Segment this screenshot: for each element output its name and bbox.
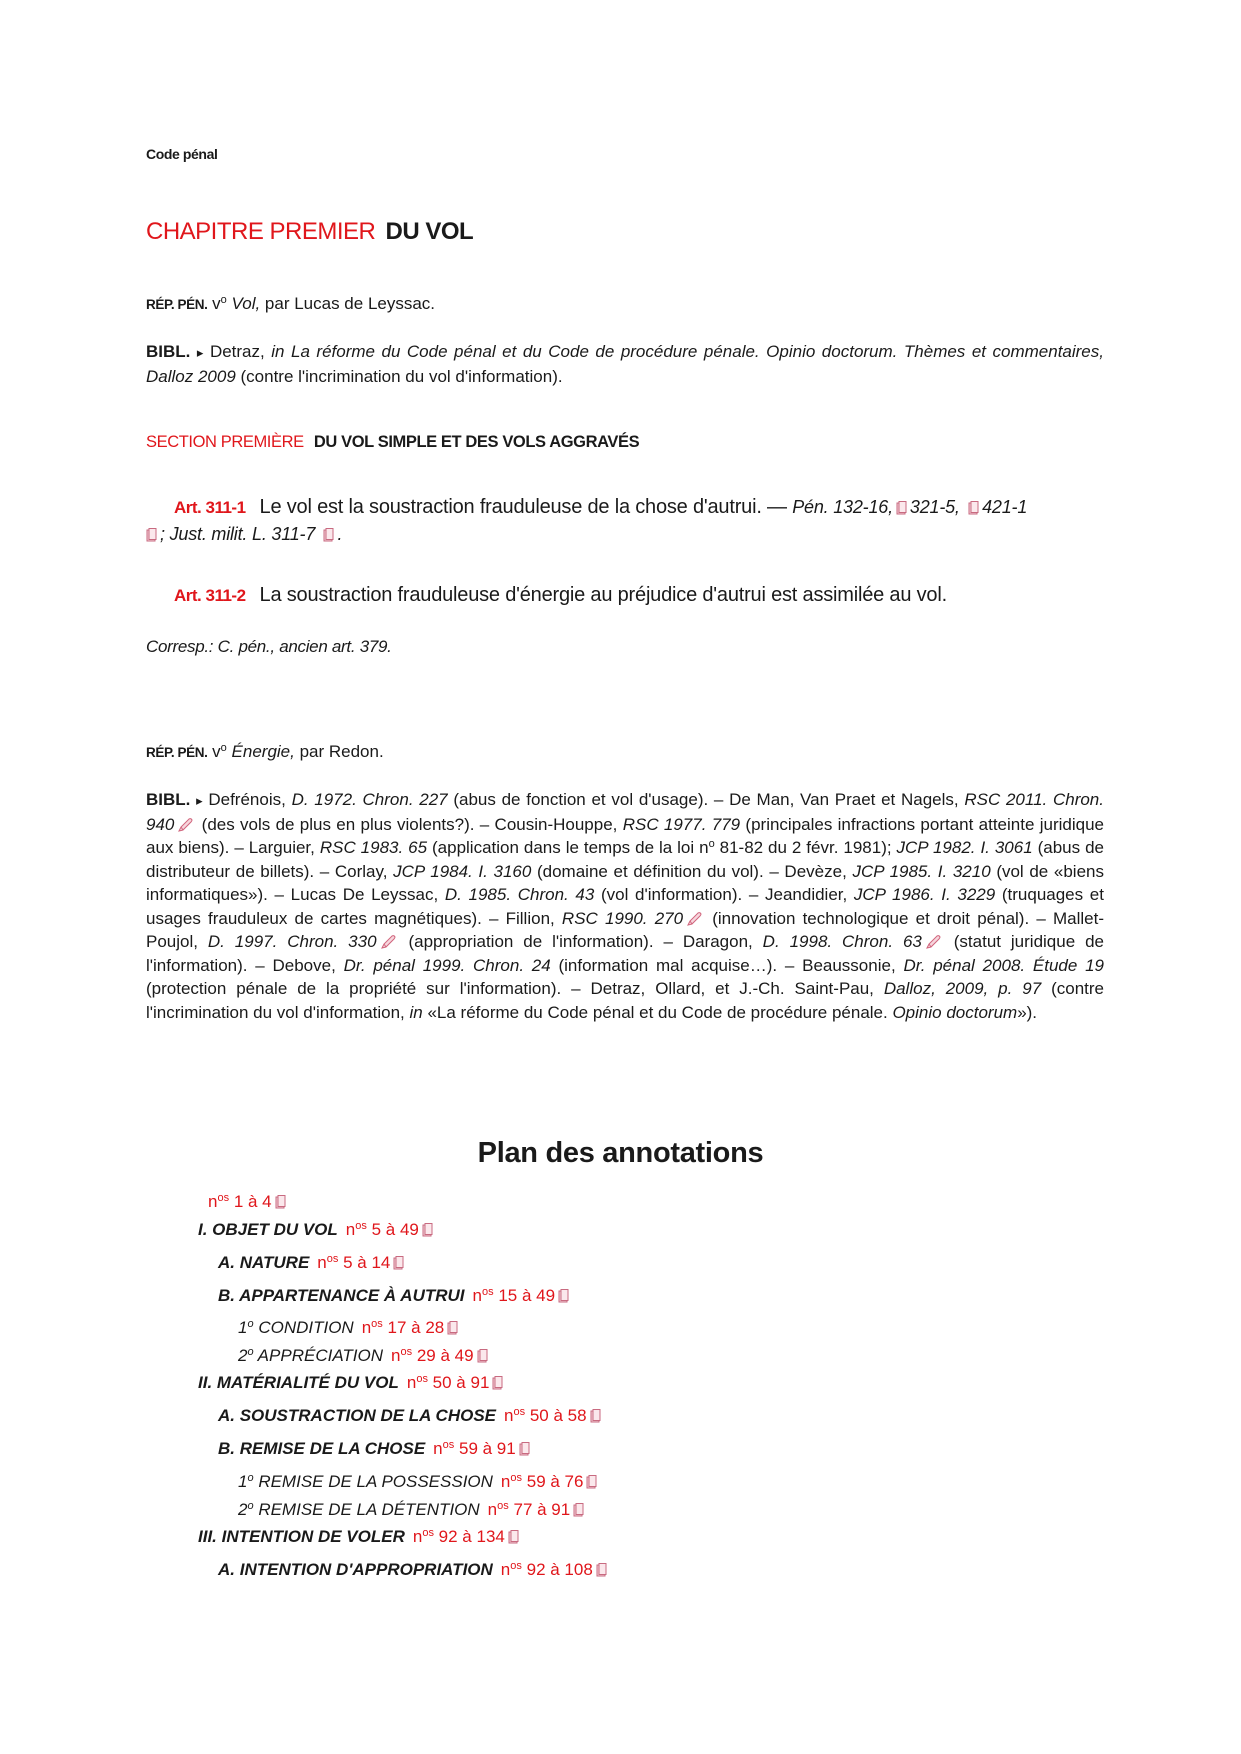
document-link-icon[interactable] bbox=[558, 1289, 569, 1303]
range-text: 5 à 49 bbox=[366, 1220, 419, 1239]
plan-item-range[interactable] bbox=[362, 1318, 445, 1337]
citation-text: (protection pénale de la propriété sur l'information). – Detraz, Ollard, et J.-Ch. Saint-Pau, bbox=[146, 979, 884, 998]
rep-pen-reference-2 bbox=[146, 740, 1104, 765]
numero-prefix: n bbox=[500, 1472, 511, 1491]
numero-prefix: n bbox=[472, 1286, 482, 1305]
bibl-label: BIBL. bbox=[146, 790, 191, 809]
article-number: Art. 311-2 bbox=[174, 586, 246, 605]
document-link-icon[interactable] bbox=[477, 1349, 488, 1363]
plan-item-range[interactable] bbox=[346, 1220, 419, 1239]
citation-source[interactable]: RSC 1977. 779 bbox=[622, 814, 741, 834]
numero-sup: os bbox=[442, 1439, 455, 1451]
plan-item-range[interactable] bbox=[413, 1527, 505, 1546]
plan-item-label bbox=[218, 1253, 309, 1272]
plan-item-range[interactable] bbox=[501, 1560, 593, 1579]
plan-item[interactable] bbox=[238, 1346, 491, 1366]
document-link-icon[interactable] bbox=[393, 1256, 404, 1270]
numero-prefix: n bbox=[361, 1318, 372, 1337]
citation-source[interactable]: D. 1985. Chron. 43 bbox=[444, 885, 595, 904]
document-link-icon[interactable] bbox=[590, 1409, 601, 1423]
citation-source[interactable]: JCP 1984. I. 3160 bbox=[393, 861, 532, 881]
citation-source[interactable]: JCP 1986. I. 3229 bbox=[853, 885, 996, 904]
article-text: La soustraction frauduleuse d'énergie au préjudice d'autrui est assimilée au vol. bbox=[259, 584, 947, 606]
numero-sup: os bbox=[510, 1472, 523, 1484]
plan-item-label-text: B. APPARTENANCE À AUTRUI bbox=[218, 1286, 465, 1305]
citation-text: (application dans le temps de la loi n bbox=[427, 838, 709, 857]
citation-source[interactable]: RSC 1990. 270 bbox=[561, 908, 684, 928]
plan-item[interactable] bbox=[198, 1220, 436, 1240]
numero-prefix: n bbox=[406, 1373, 417, 1392]
plan-item-range[interactable] bbox=[317, 1253, 390, 1272]
ordinal-sup: o bbox=[708, 838, 715, 850]
plan-item[interactable] bbox=[218, 1286, 572, 1306]
range-text: 50 à 58 bbox=[525, 1406, 587, 1425]
citation-text: «La réforme du Code pénal et du Code de procédure pénale. bbox=[422, 1002, 893, 1022]
plan-title: Plan des annotations bbox=[477, 1137, 764, 1169]
numero-sup: os bbox=[416, 1373, 428, 1385]
chapter-heading bbox=[146, 218, 473, 246]
plan-item-label-text: 2 bbox=[238, 1500, 248, 1519]
document-link-icon[interactable] bbox=[519, 1442, 530, 1456]
pen-note-icon[interactable] bbox=[380, 935, 396, 949]
rep-pen-label: RÉP. PÉN. bbox=[146, 297, 208, 312]
pen-note-icon[interactable] bbox=[686, 912, 702, 926]
bibl-note: (contre l'incrimination du vol d'information). bbox=[235, 366, 563, 386]
citation-source[interactable]: JCP 1982. I. 3061 bbox=[896, 838, 1033, 857]
plan-item[interactable] bbox=[238, 1472, 600, 1492]
numero-sup: os bbox=[497, 1500, 509, 1512]
range-text: 59 à 76 bbox=[522, 1472, 584, 1491]
plan-item-label-text: II. MATÉRIALITÉ DU VOL bbox=[198, 1373, 399, 1392]
numero-prefix: n bbox=[412, 1527, 423, 1546]
correspondence-note: Corresp.: C. pén., ancien art. 379. bbox=[146, 637, 392, 656]
plan-item-label-text: 2 bbox=[238, 1346, 248, 1365]
citation-text: Defrénois, bbox=[202, 790, 292, 809]
citation-source[interactable]: RSC 1983. 65 bbox=[319, 838, 428, 857]
plan-item[interactable] bbox=[218, 1253, 407, 1273]
section-label: SECTION PREMIÈRE bbox=[146, 433, 304, 451]
article-number: Art. 311-1 bbox=[174, 498, 246, 517]
plan-item-label-text: 1 bbox=[238, 1472, 248, 1491]
citation-source[interactable]: D. 1997. Chron. 330 bbox=[207, 932, 377, 951]
plan-item-label-text: 1 bbox=[238, 1318, 248, 1337]
verbo: v bbox=[212, 294, 221, 313]
range-text: 92 à 108 bbox=[521, 1560, 593, 1579]
numero-prefix: n bbox=[317, 1253, 327, 1272]
plan-item-label bbox=[218, 1286, 465, 1305]
plan-item-label-text: III. INTENTION DE VOLER bbox=[198, 1527, 405, 1546]
document-link-icon[interactable] bbox=[422, 1223, 433, 1237]
document-link-icon[interactable] bbox=[596, 1563, 607, 1577]
plan-item-range[interactable] bbox=[473, 1286, 556, 1305]
plan-item[interactable] bbox=[198, 1527, 522, 1547]
ordinal-sup: o bbox=[247, 1472, 254, 1484]
plan-item[interactable] bbox=[238, 1500, 587, 1520]
citation-text: (des vols de plus en plus violents?). – Cousin-Houppe, bbox=[196, 814, 623, 834]
plan-item-label bbox=[238, 1318, 354, 1337]
citation-text: (information mal acquise…). – Beaussonie, bbox=[550, 955, 904, 975]
verbo: v bbox=[212, 742, 221, 761]
numero-sup: os bbox=[422, 1527, 434, 1539]
document-link-icon[interactable] bbox=[492, 1376, 503, 1390]
document-link-icon[interactable] bbox=[447, 1321, 458, 1335]
plan-item-label-rest: REMISE DE LA DÉTENTION bbox=[253, 1500, 480, 1519]
bibliography-1 bbox=[146, 340, 1104, 388]
citation-source[interactable]: in bbox=[409, 1002, 423, 1022]
article-ref[interactable]: 321-5, bbox=[909, 497, 960, 517]
citation-source[interactable]: Dalloz, 2009, p. 97 bbox=[883, 979, 1042, 998]
citation-source[interactable]: RSC 2011. Chron. 940 bbox=[146, 790, 1104, 834]
ordinal-sup: o bbox=[247, 1318, 254, 1330]
pen-note-icon[interactable] bbox=[177, 818, 193, 832]
numero-sup: os bbox=[481, 1286, 494, 1298]
rep-pen-author: par Redon. bbox=[294, 742, 384, 761]
citation-text: 81-82 du 2 févr. 1981); bbox=[714, 838, 897, 857]
document-link-icon[interactable] bbox=[896, 501, 907, 515]
verbo-sup: o bbox=[220, 742, 227, 754]
citation-source[interactable]: D. 1998. Chron. 63 bbox=[762, 932, 922, 951]
plan-item-range[interactable] bbox=[391, 1346, 474, 1365]
article-ref-end: . bbox=[337, 524, 343, 544]
plan-item-label-rest: APPRÉCIATION bbox=[253, 1346, 384, 1365]
plan-item-range[interactable] bbox=[407, 1373, 490, 1392]
numero-prefix: n bbox=[500, 1560, 511, 1579]
verbo-sup: o bbox=[220, 294, 227, 306]
bibl-entries bbox=[146, 790, 1104, 1022]
citation-text: (appropriation de l'information). – Daragon, bbox=[398, 932, 763, 951]
plan-item-label-text: A. SOUSTRACTION DE LA CHOSE bbox=[218, 1406, 496, 1425]
numero-prefix: n bbox=[391, 1346, 401, 1365]
numero-prefix: n bbox=[433, 1439, 443, 1458]
citation-source[interactable]: JCP 1985. I. 3210 bbox=[852, 861, 991, 881]
numero-sup: os bbox=[513, 1406, 526, 1418]
plan-item-label-text: A. NATURE bbox=[218, 1253, 310, 1272]
rep-pen-entry: Vol, bbox=[231, 294, 261, 313]
rep-pen-entry: Énergie, bbox=[231, 742, 295, 761]
section-heading bbox=[146, 433, 639, 452]
citation-source[interactable]: D. 1972. Chron. 227 bbox=[291, 790, 448, 809]
citation-source[interactable]: Opinio doctorum bbox=[892, 1002, 1018, 1022]
article-ref[interactable]: ; Just. milit. L. 311-7 bbox=[160, 524, 316, 544]
plan-item-label-rest: CONDITION bbox=[253, 1318, 354, 1337]
plan-item-range[interactable] bbox=[501, 1472, 584, 1491]
triangle-right-icon: ▸ bbox=[196, 345, 204, 360]
rep-pen-label: RÉP. PÉN. bbox=[146, 745, 208, 760]
plan-item-label bbox=[198, 1220, 338, 1239]
numero-sup: os bbox=[217, 1192, 230, 1204]
article-ref[interactable]: Pén. 132-16, bbox=[792, 497, 893, 517]
numero-prefix: n bbox=[487, 1500, 498, 1519]
numero-sup: os bbox=[326, 1253, 339, 1265]
plan-item[interactable] bbox=[198, 1373, 506, 1393]
citation-text: »). bbox=[1017, 1002, 1038, 1022]
rep-pen-reference-1 bbox=[146, 292, 1104, 317]
article-311-2 bbox=[146, 583, 1104, 608]
range-text: 5 à 14 bbox=[338, 1253, 391, 1272]
citation-text: (abus de fonction et vol d'usage). – De Man, Van Praet et Nagels, bbox=[447, 790, 965, 809]
plan-item-label bbox=[238, 1346, 383, 1365]
numero-sup: os bbox=[355, 1220, 367, 1232]
plan-item-range[interactable] bbox=[433, 1439, 516, 1458]
citation-text: (vol de «biens informatiques»). – Lucas De Leyssac, bbox=[146, 861, 1104, 904]
article-ref[interactable]: 421-1 bbox=[982, 497, 1028, 517]
plan-item-label bbox=[198, 1373, 399, 1392]
plan-item-label bbox=[238, 1472, 493, 1491]
ordinal-sup: o bbox=[247, 1346, 254, 1358]
bibl-work[interactable]: in La réforme du Code pénal et du Code de procédure pénale. Opinio doctorum. Thèmes et commentaires, Dalloz 2009 bbox=[146, 342, 1104, 386]
plan-item-label bbox=[198, 1527, 405, 1546]
numero-prefix: n bbox=[345, 1220, 356, 1239]
pen-note-icon[interactable] bbox=[925, 935, 941, 949]
plan-item-label-text: B. REMISE DE LA CHOSE bbox=[218, 1439, 426, 1458]
citation-source[interactable]: Dr. pénal 2008. Étude 19 bbox=[903, 955, 1104, 975]
plan-item-label-rest: REMISE DE LA POSSESSION bbox=[253, 1472, 493, 1491]
article-311-1 bbox=[146, 494, 1104, 547]
range-text: 59 à 91 bbox=[454, 1439, 516, 1458]
plan-item[interactable] bbox=[218, 1560, 610, 1580]
range-text: 77 à 91 bbox=[508, 1500, 571, 1519]
citation-text: (innovation technologique et droit pénal). – Mallet-Poujol, bbox=[146, 908, 1104, 951]
numero-sup: os bbox=[371, 1318, 383, 1330]
ordinal-sup: o bbox=[247, 1500, 254, 1512]
plan-item-label bbox=[238, 1500, 480, 1519]
numero-prefix: n bbox=[208, 1192, 218, 1211]
plan-item-range[interactable] bbox=[504, 1406, 587, 1425]
plan-item-label bbox=[218, 1560, 493, 1579]
running-head: Code pénal bbox=[146, 146, 218, 162]
numero-sup: os bbox=[510, 1560, 522, 1572]
citation-text: (abus de distributeur de billets). – Corlay, bbox=[146, 838, 1104, 881]
plan-item-range[interactable] bbox=[208, 1192, 272, 1211]
article-text: Le vol est la soustraction frauduleuse de la chose d'autrui. — bbox=[259, 496, 787, 518]
range-text: 50 à 91 bbox=[427, 1373, 490, 1392]
bibl-label: BIBL. bbox=[146, 342, 191, 361]
plan-item-range[interactable] bbox=[488, 1500, 571, 1519]
rep-pen-author: par Lucas de Leyssac. bbox=[260, 294, 436, 313]
range-text: 29 à 49 bbox=[412, 1346, 474, 1365]
document-link-icon[interactable] bbox=[146, 528, 157, 542]
plan-item[interactable] bbox=[208, 1192, 289, 1212]
plan-item-label-text: A. INTENTION D'APPROPRIATION bbox=[218, 1560, 493, 1579]
triangle-right-icon: ▸ bbox=[196, 793, 203, 808]
document-link-icon[interactable] bbox=[508, 1530, 519, 1544]
citation-text: (contre l'incrimination du vol d'information, bbox=[146, 979, 1104, 1022]
citation-text: (vol d'information). – Jeandidier, bbox=[594, 885, 854, 904]
section-title: DU VOL SIMPLE ET DES VOLS AGGRAVÉS bbox=[313, 433, 640, 451]
document-link-icon[interactable] bbox=[586, 1475, 597, 1489]
range-text: 1 à 4 bbox=[229, 1192, 272, 1211]
numero-prefix: n bbox=[504, 1406, 514, 1425]
range-text: 15 à 49 bbox=[493, 1286, 556, 1305]
citation-text: (truquages et usages frauduleux de cartes magnétiques). – Fillion, bbox=[146, 885, 1104, 928]
plan-item-label bbox=[218, 1406, 496, 1425]
plan-item[interactable] bbox=[218, 1406, 604, 1426]
document-link-icon[interactable] bbox=[275, 1195, 286, 1209]
chapter-title: DU VOL bbox=[385, 218, 474, 245]
chapter-label: CHAPITRE PREMIER bbox=[146, 218, 376, 245]
citation-text: (domaine et définition du vol). – Devèze, bbox=[531, 861, 853, 881]
range-text: 17 à 28 bbox=[382, 1318, 445, 1337]
plan-item[interactable] bbox=[238, 1318, 461, 1338]
numero-sup: os bbox=[400, 1346, 413, 1358]
plan-item[interactable] bbox=[218, 1439, 533, 1459]
citation-source[interactable]: Dr. pénal 1999. Chron. 24 bbox=[343, 955, 551, 975]
citation-text: (principales infractions portant atteinte juridique aux biens). – Larguier, bbox=[146, 814, 1104, 857]
document-link-icon[interactable] bbox=[323, 528, 334, 542]
plan-item-label-text: I. OBJET DU VOL bbox=[198, 1220, 338, 1239]
range-text: 92 à 134 bbox=[433, 1527, 505, 1546]
document-link-icon[interactable] bbox=[968, 501, 979, 515]
citation-text: (statut juridique de l'information). – Debove, bbox=[146, 932, 1104, 975]
document-link-icon[interactable] bbox=[573, 1503, 584, 1517]
bibliography-2 bbox=[146, 788, 1104, 1024]
bibl-author: Detraz, bbox=[203, 342, 272, 361]
plan-item-label bbox=[218, 1439, 425, 1458]
